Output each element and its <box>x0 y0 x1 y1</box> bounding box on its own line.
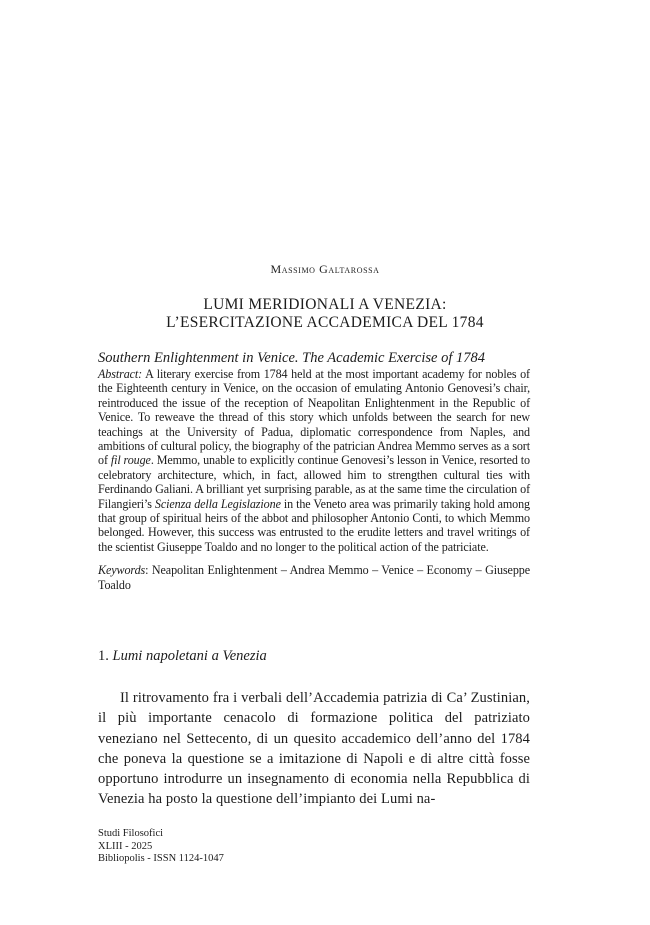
article-title <box>0 296 650 332</box>
abstract-text-3: in the Veneto area was primarily taking hold among that group of spiritual heirs of the abbot and philosopher Antonio Conti, to which Memmo belonged. However, this success was entrusted to the erudite letters and travel writings of the scientist Giuseppe Toaldo and no longer to the political action of the patriciate. <box>98 496 531 554</box>
abstract-label: Abstract: <box>98 367 143 381</box>
abstract-text-2: . Memmo, unable to explicitly continue Genovesi’s lesson in Venice, resorted to celebratory architecture, which, in fact, allowed him to strengthen cultural ties with Ferdinando Galiani. A brilliant yet surprising parable, as at the same time the circulation of Filangieri’s <box>98 453 530 511</box>
journal-footer <box>98 828 224 866</box>
article-title-line-2: L’ESERCITAZIONE ACCADEMICA DEL 1784 <box>166 314 484 331</box>
section-title: Lumi napoletani a Venezia <box>112 648 267 664</box>
body-paragraph: Il ritrovamento fra i verbali dell’Accademia patrizia di Ca’ Zustinian, il più importante cenacolo di formazione politica del patriziato veneziano nel Settecento, di un quesito accademico dell’anno del 1784 che poneva la questione se a imitazione di Napoli e di altre città fosse opportuno introdurre un insegnamento di economia nella Repubblica di Venezia ha posto la questione dell’impianto dei Lumi na- <box>98 690 530 808</box>
keywords-text: : Neapolitan Enlightenment – Andrea Memmo – Venice – Economy – Giuseppe Toaldo <box>98 563 530 592</box>
abstract-italic-scienza: Scienza della Legislazione <box>154 496 281 511</box>
abstract-paragraph <box>98 367 530 554</box>
abstract-italic-fil-rouge: fil rouge <box>110 453 151 468</box>
section-heading <box>98 648 267 665</box>
author-name: Massimo Galtarossa <box>270 262 380 276</box>
english-title: Southern Enlightenment in Venice. The Academic Exercise of 1784 <box>98 350 485 366</box>
section-number: 1. <box>98 648 109 664</box>
body-text <box>98 688 530 810</box>
footer-volume: XLIII - 2025 <box>98 840 153 852</box>
footer-publisher: Bibliopolis - ISSN 1124-1047 <box>98 853 224 864</box>
article-title-line-1: LUMI MERIDIONALI A VENEZIA: <box>203 296 447 313</box>
keywords-label: Keywords <box>98 563 146 578</box>
abstract-block <box>98 350 530 592</box>
keywords-paragraph <box>98 563 530 592</box>
footer-journal: Studi Filosofici <box>98 828 164 839</box>
abstract-text-1: A literary exercise from 1784 held at the most important academy for nobles of the Eighteenth century in Venice, on the occasion of emulating Antonio Genovesi’s chair, reintroduced the issue of the reception of Neapolitan Enlightenment in the Republic of Venice. To reweave the thread of this story which unfolds between the search for new teachings at the University of Padua, diplomatic correspondence from Naples, and ambitions of cultural policy, the biography of the patrician Andrea Memmo serves as a sort of <box>98 367 530 468</box>
